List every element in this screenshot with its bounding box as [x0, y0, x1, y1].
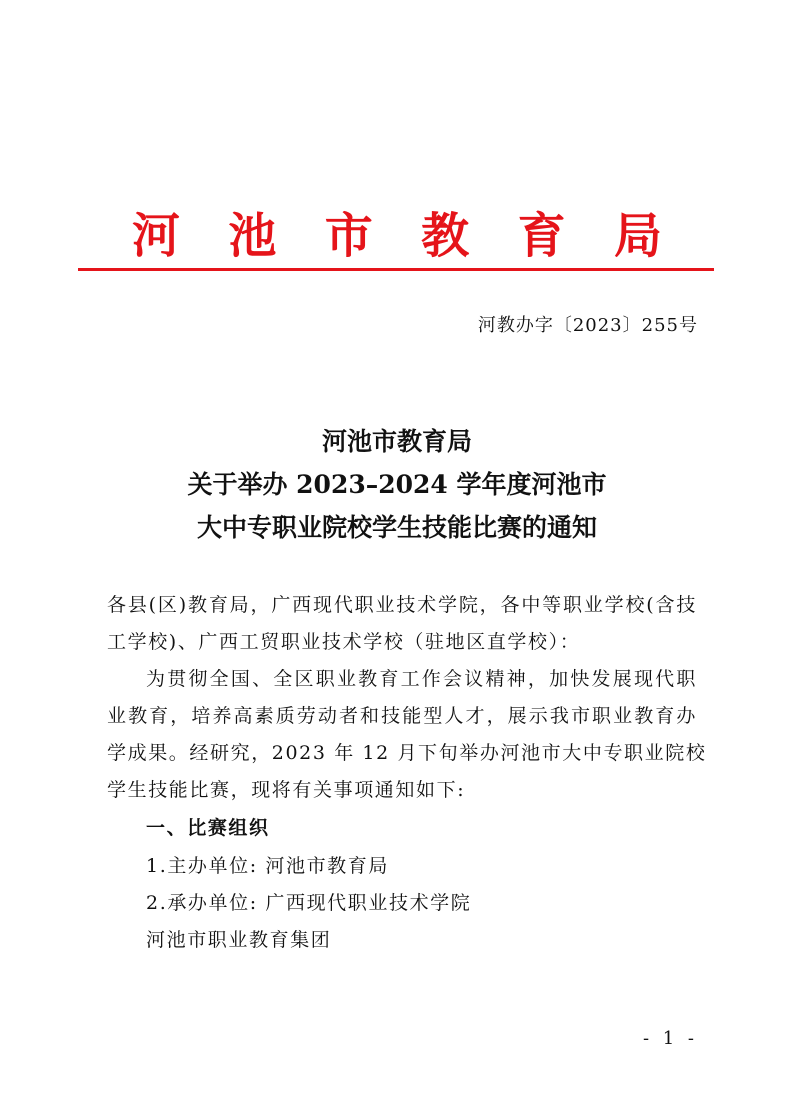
letterhead-red-rule [78, 268, 714, 271]
section-heading: 一、比赛组织 [146, 817, 270, 839]
list-item: 1.主办单位: 河池市教育局 [146, 855, 389, 877]
list-item: 2.承办单位: 广西现代职业技术学院 [146, 892, 472, 914]
document-title-line-2: 关于举办 2023–2024 学年度河池市 [187, 470, 607, 499]
letterhead-title [78, 198, 714, 264]
body-line: 各县(区)教育局，广西现代职业技术学院，各中等职业学校(含技 [107, 594, 697, 616]
letterhead-char: 教 [421, 207, 470, 264]
body-line: 为贯彻全国、全区职业教育工作会议精神，加快发展现代职 [146, 668, 697, 690]
body-line: 工学校)、广西工贸职业技术学校（驻地区直学校）： [107, 631, 581, 653]
document-title-line-3: 大中专职业院校学生技能比赛的通知 [196, 513, 597, 542]
letterhead-char: 局 [613, 207, 662, 264]
letterhead-char: 池 [228, 207, 277, 264]
body-line: 学生技能比赛，现将有关事项通知如下: [107, 779, 466, 801]
body-line: 学成果。经研究，2023 年 12 月下旬举办河池市大中专职业院校 [107, 742, 707, 764]
body-line: 业教育，培养高素质劳动者和技能型人才，展示我市职业教育办 [107, 705, 697, 727]
letterhead-char: 育 [517, 207, 566, 264]
document-title-line-1: 河池市教育局 [321, 427, 472, 456]
letterhead-char: 河 [132, 207, 181, 264]
letterhead-char: 市 [324, 207, 373, 264]
list-item: 河池市职业教育集团 [146, 929, 332, 951]
document-number: 河教办字〔2023〕255号 [477, 315, 698, 336]
page-number: - 1 - [642, 1028, 698, 1049]
